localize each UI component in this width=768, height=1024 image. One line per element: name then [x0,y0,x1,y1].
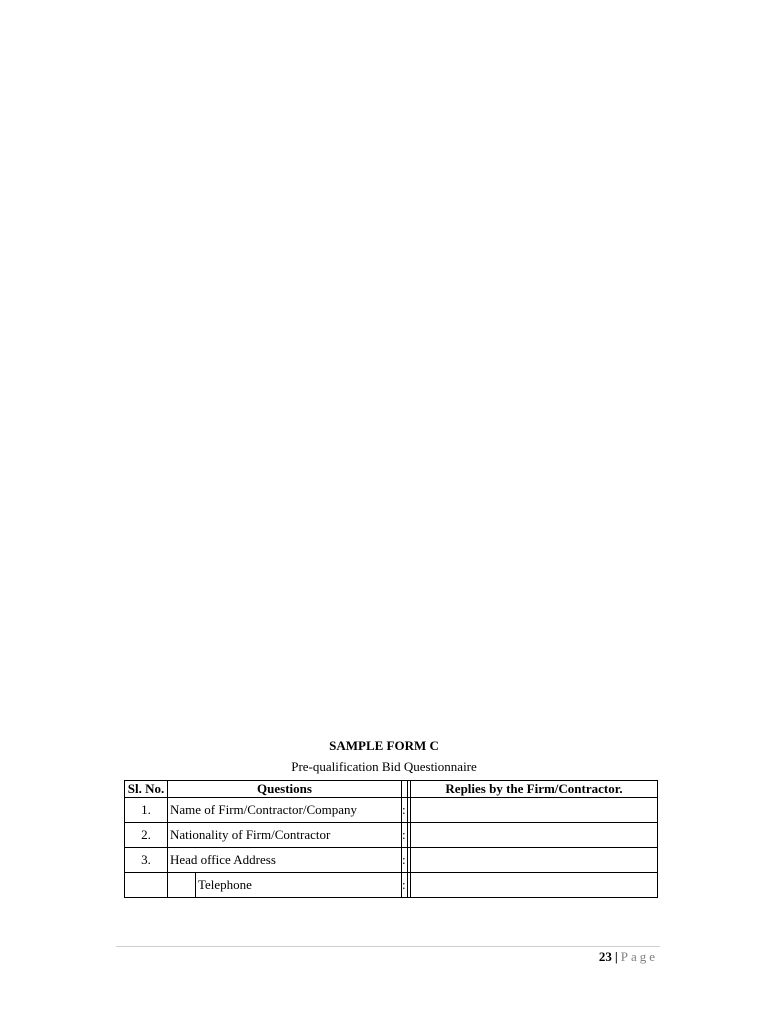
page-footer [599,949,658,965]
row-sl-no [125,873,168,898]
row-colon: : [402,798,408,823]
row-sl-no: 2. [125,823,168,848]
row-question: Telephone [196,873,402,898]
table-header-row [125,781,658,798]
header-sl-no: Sl. No. [125,781,168,798]
table-row [125,798,658,823]
table-row [125,873,658,898]
row-indent-cell [168,873,196,898]
table-row [125,823,658,848]
questionnaire-table [124,780,658,898]
form-title: SAMPLE FORM C [329,738,439,753]
header-questions: Questions [168,781,402,798]
row-colon: : [402,848,408,873]
reply-field[interactable] [411,823,658,848]
row-question: Nationality of Firm/Contractor [168,823,402,848]
row-colon: : [402,823,408,848]
header-replies: Replies by the Firm/Contractor. [411,781,658,798]
page-separator: | [614,949,618,964]
row-sl-no: 1. [125,798,168,823]
table-row [125,848,658,873]
row-colon: : [402,873,408,898]
reply-field[interactable] [411,848,658,873]
form-subtitle: Pre-qualification Bid Questionnaire [291,759,477,774]
reply-field[interactable] [411,873,658,898]
footer-divider [116,946,660,947]
page-number: 23 [598,949,612,964]
row-question: Name of Firm/Contractor/Company [168,798,402,823]
page-word: Page [620,949,658,964]
reply-field[interactable] [411,798,658,823]
row-sl-no: 3. [125,848,168,873]
row-question: Head office Address [168,848,402,873]
